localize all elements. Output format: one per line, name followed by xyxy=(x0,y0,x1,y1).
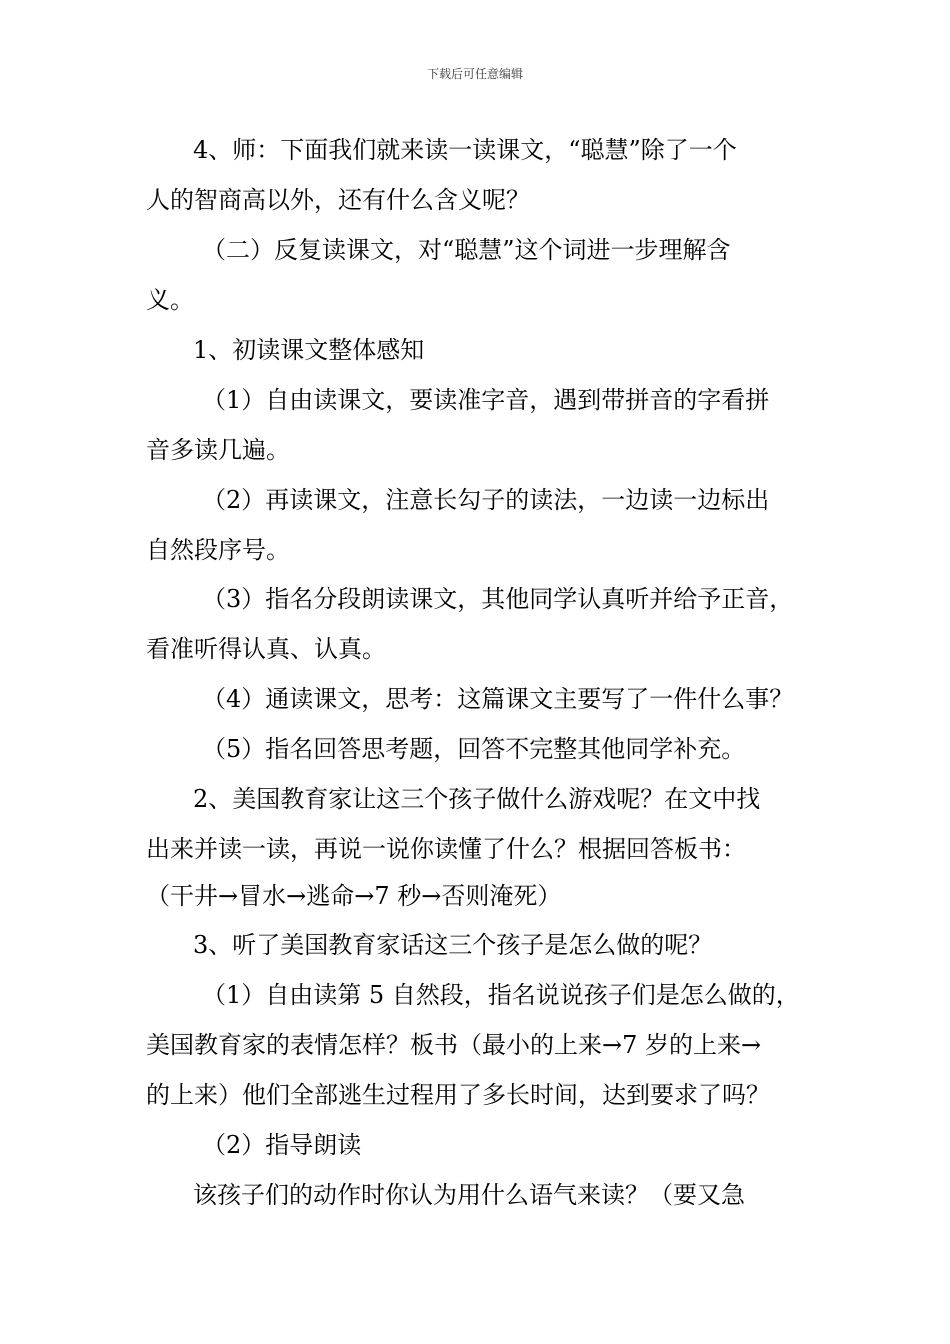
text-line: 1、初读课文整体感知 xyxy=(193,336,425,364)
text-line: （1）自由读课文，要读准字音，遇到带拼音的字看拼 xyxy=(202,386,770,414)
text-line: 4、师：下面我们就来读一读课文，“聪慧”除了一个 xyxy=(193,136,737,164)
text-line: 自然段序号。 xyxy=(146,536,290,564)
text-line: （二）反复读课文，对“聪慧”这个词进一步理解含 xyxy=(202,236,731,264)
text-line: （1）自由读第 5 自然段，指名说说孩子们是怎么做的， xyxy=(202,981,800,1009)
text-line: （干井→冒水→逃命→7 秒→否则淹死） xyxy=(146,882,562,910)
text-line: 看准听得认真、认真。 xyxy=(146,635,386,663)
text-line: 的上来）他们全部逃生过程用了多长时间，达到要求了吗？ xyxy=(146,1081,770,1109)
text-line: （2）指导朗读 xyxy=(202,1131,362,1159)
text-line: 人的智商高以外，还有什么含义呢？ xyxy=(146,186,530,214)
text-line: 出来并读一读，再说一说你读懂了什么？根据回答板书： xyxy=(146,835,746,863)
text-line: 义。 xyxy=(146,286,194,314)
text-line: 美国教育家的表情怎样？板书（最小的上来→7 岁的上来→ xyxy=(146,1031,762,1059)
text-line: （4）通读课文，思考：这篇课文主要写了一件什么事？ xyxy=(202,685,794,713)
text-line: （2）再读课文，注意长勾子的读法，一边读一边标出 xyxy=(202,486,770,514)
text-line: （3）指名分段朗读课文，其他同学认真听并给予正音， xyxy=(202,585,794,613)
page-header: 下载后可任意编辑 xyxy=(426,67,523,81)
text-line: 该孩子们的动作时你认为用什么语气来读？（要又急 xyxy=(193,1181,745,1209)
text-line: 3、听了美国教育家话这三个孩子是怎么做的呢？ xyxy=(193,931,713,959)
text-line: 音多读几遍。 xyxy=(146,436,290,464)
text-line: 2、美国教育家让这三个孩子做什么游戏呢？在文中找 xyxy=(193,785,761,813)
text-line: （5）指名回答思考题，回答不完整其他同学补充。 xyxy=(202,735,746,763)
